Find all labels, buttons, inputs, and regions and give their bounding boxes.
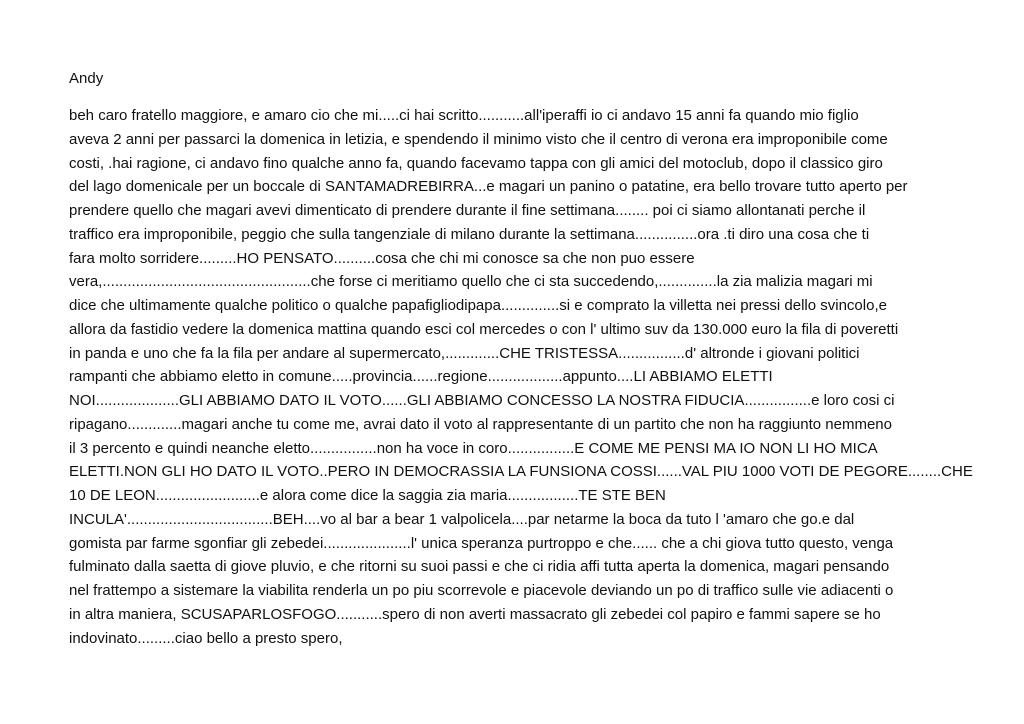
text-line: in altra maniera, SCUSAPARLOSFOGO...........spero di non averti massacrato gli zebedei col papiro e fammi sapere se ho	[69, 605, 881, 623]
author-name: Andy	[69, 70, 104, 87]
text-line: fara molto sorridere.........HO PENSATO..........cosa che chi mi conosce sa che non puo essere	[69, 249, 695, 267]
text-line: INCULA'...................................BEH....vo al bar a bear 1 valpolicela....par netarme la boca da tuto l 'amaro che go.e dal	[69, 510, 855, 528]
text-line: prendere quello che magari avevi dimenticato di prendere durante il fine settimana........ poi ci siamo allontanati perche il	[69, 202, 866, 219]
text-line: NOI....................GLI ABBIAMO DATO IL VOTO......GLI ABBIAMO CONCESSO LA NOSTRA FIDUCIA................e loro cosi ci	[69, 392, 895, 409]
text-line: indovinato.........ciao bello a presto spero,	[69, 629, 343, 647]
text-line: 10 DE LEON.........................e alora come dice la saggia zia maria.................TE STE BEN	[69, 487, 666, 504]
text-line: dice che ultimamente qualche politico o qualche papafigliodipapa..............si e comprato la villetta nei pressi dello svincolo,e	[69, 297, 887, 314]
text-line: il 3 percento e quindi neanche eletto................non ha voce in coro................E COME ME PENSI MA IO NON LI HO MICA	[69, 439, 878, 457]
text-line: in panda e uno che fa la fila per andare al supermercato,.............CHE TRISTESSA................d' altronde i giovani politici	[69, 344, 860, 362]
text-line: aveva 2 anni per passarci la domenica in letizia, e spendendo il minimo visto che il centro di verona era improponibile come	[69, 130, 888, 148]
text-line: rampanti che abbiamo eletto in comune.....provincia......regione..................appunto....LI ABBIAMO ELETTI	[69, 368, 773, 386]
text-line: del lago domenicale per un boccale di SANTAMADREBIRRA...e magari un panino o patatine, era bello trovare tutto aperto per	[69, 178, 908, 196]
text-line: nel frattempo a sistemare la viabilita renderla un po piu scorrevole e piacevole deviando un po di traffico sulle vie adiacenti o	[69, 582, 894, 599]
text-line: ripagano.............magari anche tu come me, avrai dato il voto al rappresentante di un partito che non ha raggiunto nemmeno	[69, 415, 892, 433]
text-line: fulminato dalla saetta di giove pluvio, e che ritorni su suoi passi e che ci ridia affi tutta aperta la domenica, magari pensando	[69, 558, 890, 576]
text-line: ELETTI.NON GLI HO DATO IL VOTO..PERO IN DEMOCRASSIA LA FUNSIONA COSSI......VAL PIU 1000 VOTI DE PEGORE........CHE	[69, 463, 973, 481]
text-line: gomista par farme sgonfiar gli zebedei.....................l' unica speranza purtroppo e che...... che a chi giova tutto questo, venga	[69, 534, 894, 552]
text-line: vera,..................................................che forse ci meritiamo quello che ci sta succedendo,..............la zia malizia magari mi	[69, 273, 873, 291]
letter-body	[69, 104, 973, 650]
text-line: traffico era improponibile, peggio che sulla tangenziale di milano durante la settimana...............ora .ti diro una cosa che ti	[69, 225, 870, 243]
text-line: costi, .hai ragione, ci andavo fino qualche anno fa, quando facevamo tappa con gli amici del motoclub, dopo il classico giro	[69, 154, 883, 172]
text-line: allora da fastidio vedere la domenica mattina quando esci col mercedes o con l' ultimo suv da 130.000 euro la fila di poveretti	[69, 320, 899, 338]
text-line: beh caro fratello maggiore, e amaro cio che mi.....ci hai scritto...........all'iperaffi io ci andavo 15 anni fa quando mio figlio	[69, 107, 859, 124]
